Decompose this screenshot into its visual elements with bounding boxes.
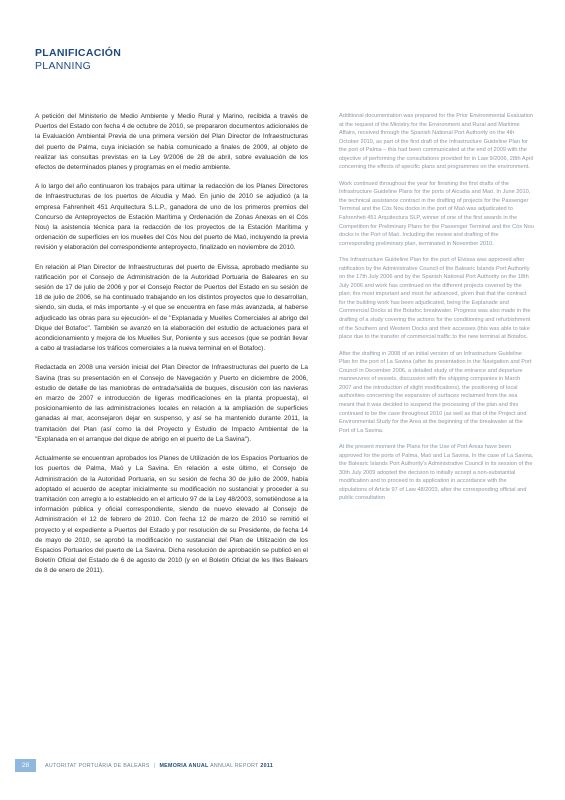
footer-organization: AUTORITAT PORTUÀRIA DE BALEARS <box>45 763 150 769</box>
english-text-column <box>339 112 534 511</box>
paragraph: Work continued throughout the year for finishing the first drafts of the Infrastructure Guideline Plans for the ports of Alcudia and Maó. In June 2010, the technical assistance contract in the drafting of projects for the Passenger Terminal and the Cós Nou docks in the port of Maó was adjudicated to Fahrenheit 451 Arquitectura SLP, winner of one of the first awards in the Competition for Preliminary Plans for the Passenger Terminal and the Cós Nou docks in the Port of Maó. Including the review and drafting of the corresponding preliminary plan, terminated in November 2010. <box>339 180 534 247</box>
paragraph: En relación al Plan Director de Infraestructuras del puerto de Eivissa, aprobado mediante su ratificación por el Consejo de Administración de la Autoridad Portuaria de Baleares en su sesión de 17 de julio de 2006 y por el Consejo Rector de Puertos del Estado en su sesión de 18 de julio de 2006, se ha continuado trabajando en los distintos proyectos que lo desarrollan, siendo, sin duda, el más importante -y el que se encuentra en fase más avanzada, al haberse adjudicado las obras para su ejecución- el de "Explanada y Muelles Comerciales al abrigo del Dique del Botafoc". También se avanzó en la elaboración del estudio de actuaciones para el acondicionamiento y mejora de los Muelles Sur, Poniente y sus accesos (que se podrán llevar a cabo al trasladarse los tráficos comerciales a la nueva terminal en el Botafoc). <box>35 263 308 353</box>
footer-separator: | <box>153 763 156 769</box>
paragraph: Actualmente se encuentran aprobados los Planes de Utilización de los Espacios Portuarios de los puertos de Palma, Maó y La Savina. En relación a este último, el Consejo de Administración de la Autoridad Portuaria, en su sesión de fecha 30 de julio de 2009, había adoptado el acuerdo de aceptar inicialmente su modificación no sustancial y proceder a su tramitación con arreglo a lo establecido en el artículo 97 de la Ley 48/2003, sometiéndose a la información pública y oficial correspondiente, siendo de nuevo elevado al Consejo de Administración el 12 de febrero de 2010. Con fecha 12 de marzo de 2010 se remitió el proyecto y el expediente a Puertos del Estado y por resolución de su Presidente, de fecha 14 de mayo de 2010, se aprobó la modificación no sustancial del Plan de Utilización de los Espacios Portuarios del puerto de La Savina. Dicha resolución de aprobación se publicó en el Boletín Oficial del Estado de 6 de agosto de 2010 (y en el Boletín Oficial de les Illes Balears de 8 de enero de 2011). <box>35 455 308 575</box>
footer-year: 2011 <box>260 763 274 769</box>
footer-report-title-es: MEMORIA ANUAL <box>159 763 209 769</box>
section-title-english: PLANNING <box>35 60 92 72</box>
paragraph: Additional documentation was prepared for the Prior Environmental Evaluation at the request of the Ministry for the Environment and Rural and Maritime Affairs, received through the Spanish National Port Authority on the 4th October 2010, as part of the first draft of the Infrastructure Guideline Plan for the port of Palma – this had been communicated at the end of 2009 with the objective of performing the consultations provided for in Law 9/2006, 28th April concerning the effects of specific plans and programmes on the environment. <box>339 113 534 171</box>
paragraph: After the drafting in 2008 of an initial version of an Infrastructure Guideline Plan for the port of La Savina (after its presentation in the Navigation and Port Council in December 2006, a detailed study of the entrance and departure manoeuvres of vessels, discussion with the shipping companies in March 2007 and the introduction of slight modifications), the positioning of local authorities concerning the expansion of surfaces reclaimed from the sea meant that it was decided to suspend the processing of the plan and this continued to be the case throughout 2010 (as well as that of the Project and Environmental Study for the Area at the beginning of the breakwater at the Port of La Savina. <box>339 350 532 434</box>
paragraph: Redactada en 2008 una versión inicial del Plan Director de Infraestructuras del puerto de La Savina (tras su presentación en el Consejo de Navegación y Puerto en diciembre de 2006, estudio de detalle de las maniobras de entrada/salida de buques, discusión con las navieras en marzo de 2007 e introducción de ligeras modificaciones en la planta propuesta), el posicionamiento de las administraciones locales en relación a la ampliación de superficies ganadas al mar, aconsejaron dejar en suspenso, y así se ha mantenido durante 2011, la tramitación del Plan (así como la del Proyecto y Estudio de Impacto Ambiental de la "Explanada en el arranque del dique de abrigo en el puerto de La Savina"). <box>35 364 308 443</box>
page-footer <box>0 759 565 773</box>
paragraph: A petición del Ministerio de Medio Ambiente y Medio Rural y Marino, recibida a través de Puertos del Estado con fecha 4 de octubre de 2010, se prepararon documentos adicionales de la Evaluación Ambiental Previa de una primera versión del Plan Director de Infraestructuras del puerto de Palma, cuya iniciación se había comunicado a finales de 2009, al objeto de realizar las consultas previstas en la Ley 9/2006 de 28 de abril, sobre evaluación de los efectos de determinados planes y programas en el medio ambiente. <box>35 113 308 172</box>
footer-text <box>45 762 273 770</box>
footer-report-title-en: ANNUAL REPORT <box>210 763 259 769</box>
paragraph: At the present moment the Plans for the Use of Port Areas have been approved for the ports of Palma, Maó and La Savina. In the case of La Savina, the Balearic Islands Port Authority's Administrative Council in its session of the 30th July 2009 adopted the decision to initially accept a non-substantial modification and to proceed to its application in accordance with the stipulations of Article 97 of Law 48/2003, after the corresponding official and public consultation <box>339 444 534 502</box>
page-header <box>35 47 121 73</box>
paragraph: A lo largo del año continuaron los trabajos para ultimar la redacción de los Planes Directores de Infraestructuras de los puertos de Alcudia y Maó. En junio de 2010 se adjudicó (a la empresa Fahrenheit 451 Arquitectura S.L.P., ganadora de uno de los primeros premios del Concurso de Anteproyectos de Estación Marítima y Ordenación de Zonas Anexas en el Cós Nou) la asistencia técnica para la redacción de los proyectos de la Estación Marítima y ordenación de superficies en los muelles del Cós Nou del puerto de Maó, incluyendo la previa revisión y elaboración del correspondiente anteproyecto, finalizado en noviembre de 2010. <box>35 183 308 252</box>
spanish-text-column <box>35 112 308 586</box>
page-number: 28 <box>15 759 36 772</box>
section-title-spanish: PLANIFICACIÓN <box>35 47 122 59</box>
paragraph: The Infrastructure Guideline Plan for the port of Eivissa was approved after ratification by the Administrative Council of the Balearic Islands Port Authority on the 17th July 2006 and by the Spanish National Port Authority on the 18th July 2006 and work has continued on the different projects covered by the plan; the most important and most far advanced, given that that the contract for the building work has been adjudicated, being the Esplanade and Commercial Docks at the Botafoc breakwater. Progress was also made in the drafting of a study covering the actions for the conditioning and refurbishment of the Southern and Western Docks and their accesses (this was able to take place due to the transfer of commercial traffic to the new terminal at Botafoc. <box>339 257 531 341</box>
